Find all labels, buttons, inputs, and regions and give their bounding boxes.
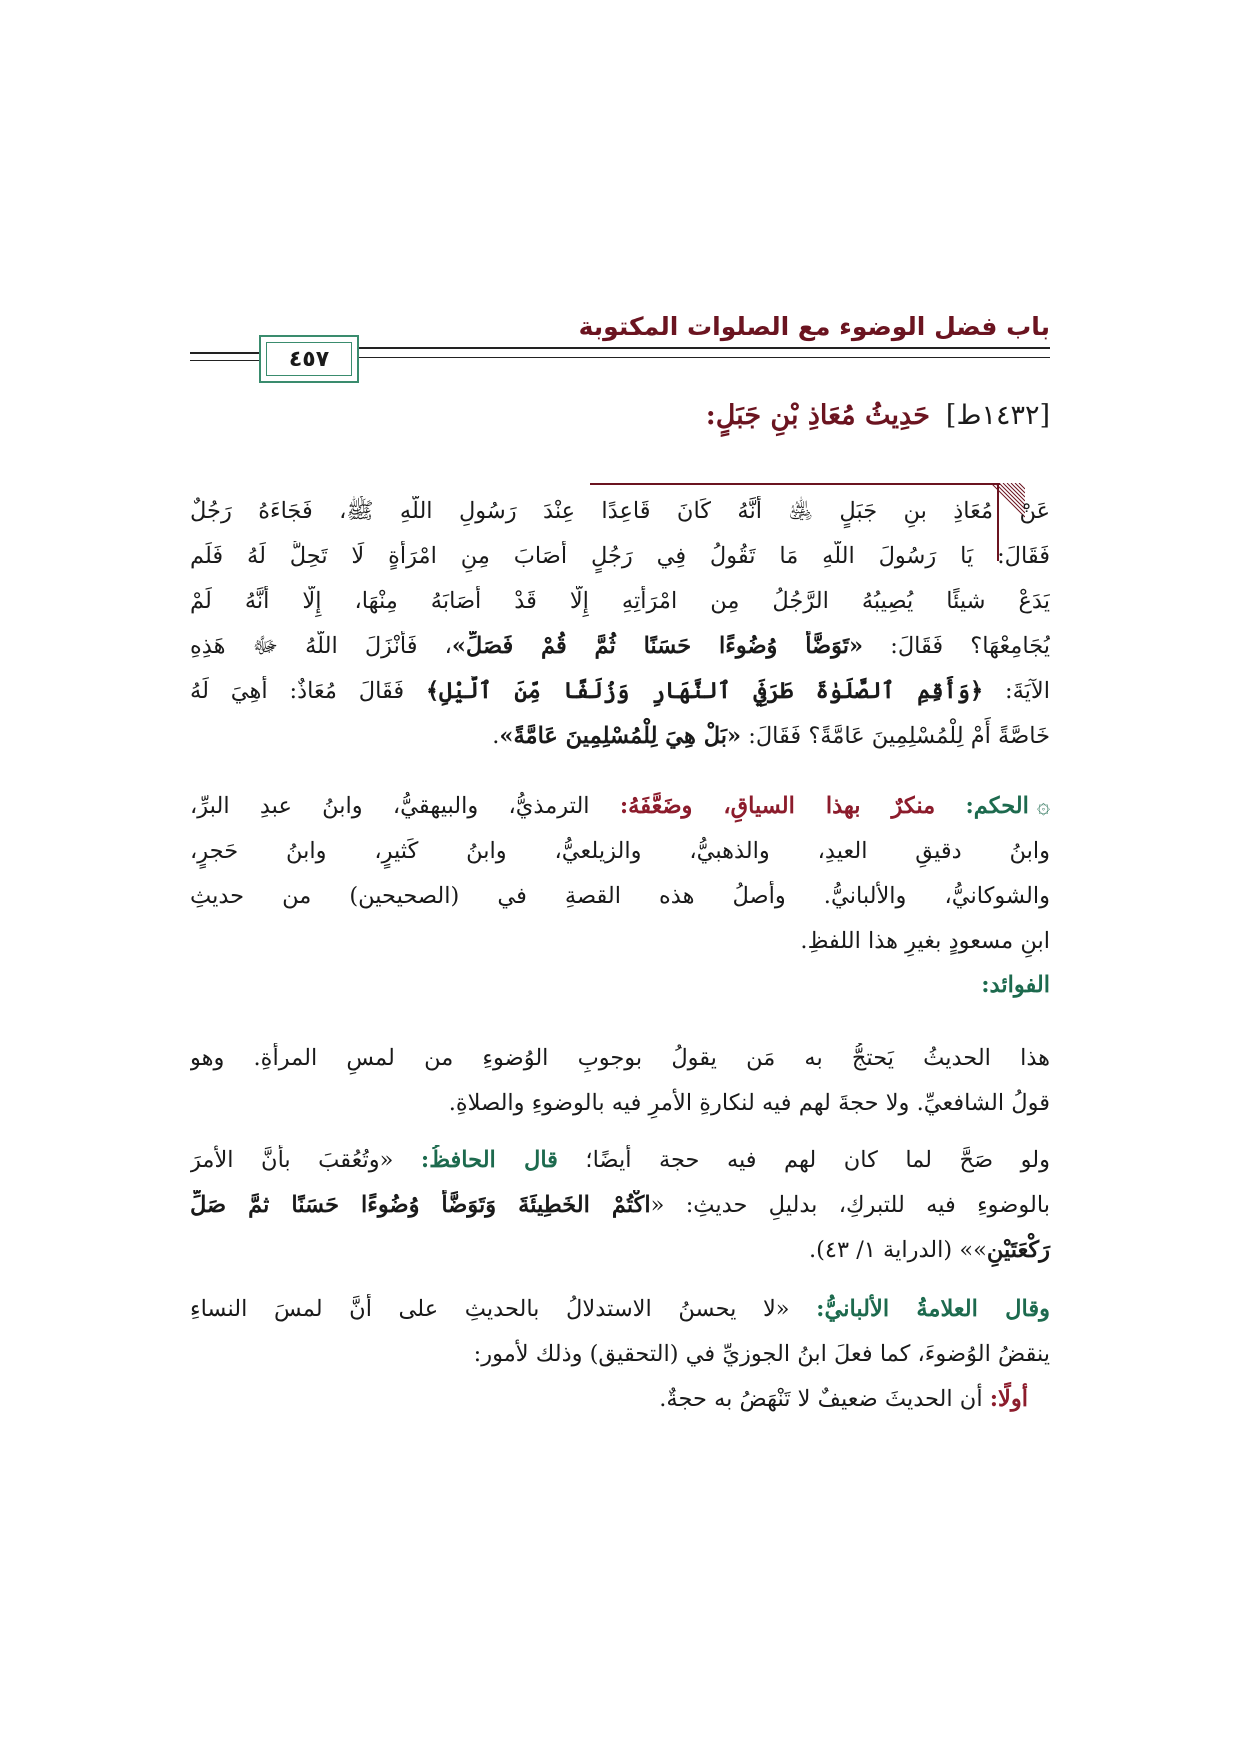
p3-line-1-text: «لا يحسنُ الاستدلالُ بالحديثِ على أنَّ لمسَ النساءِ — [190, 1296, 817, 1322]
benefits-p1-line-2: قولُ الشافعيِّ. ولا حجةَ لهم فيه لنكارةِ الأمرِ فيه بالوضوءِ والصلاةِ. — [448, 1090, 1050, 1116]
quoted-hadith-end: رَكْعَتَيْنِ — [986, 1237, 1050, 1263]
hadith-line-6 — [492, 721, 1050, 751]
hafiz-label: قال الحافظُ: — [420, 1147, 558, 1173]
ruling-line-2: وابنُ دقيقِ العيدِ، والذهبيُّ، والزيلعيُّ، وابنُ كَثيرٍ، وابنُ حَجرٍ، — [190, 838, 1050, 864]
benefits-p3-line-2: ينقضُ الوُضوءَ، كما فعلَ ابنُ الجوزيِّ في (التحقيق) وذلك لأمور: — [473, 1341, 1050, 1367]
quoted-hadith: اكْتُمْ الخَطِيئَةَ وَتَوَضَّأْ وُضُوءًا حَسَنًا ثمَّ صَلِّ — [190, 1192, 651, 1218]
hadith-line-2: فَقَالَ: يَا رَسُولَ اللَّهِ مَا تَقُولُ فِي رَجُلٍ أَصَابَ مِنِ امْرَأَةٍ لَا تَحِلُّ لَهُ فَلَم — [190, 543, 1050, 569]
hadith-line-1: عَنْ مُعَاذِ بنِ جَبَلٍ ﵁ أَنَّهُ كَانَ قَاعِدًا عِنْدَ رَسُولِ اللَّهِ ﷺ، فَجَاءَهُ رَجُلٌ — [190, 498, 1050, 524]
ruling-line-3: والشوكانيُّ، والألبانيُّ. وأصلُ هذه القصةِ في (الصحيحين) من حديثِ — [190, 883, 1050, 909]
first-point-text: أن الحديثَ ضعيفٌ لا تَنْهَضُ به حجةٌ. — [659, 1386, 990, 1412]
page-number-frame — [259, 335, 359, 383]
hadith-line-4-text: يُجَامِعْهَا؟ فَقَالَ: — [863, 633, 1050, 659]
benefits-heading: الفوائد: — [981, 972, 1050, 998]
ruling-label: الحكم: — [965, 793, 1029, 819]
dirayah-reference: »» (الدراية ١/ ٤٣). — [808, 1237, 987, 1263]
header-rule-left-top — [190, 352, 259, 354]
benefits-p2-line-3 — [809, 1235, 1050, 1265]
p2-line-1-text: ولو صَحَّ لما كان لهم فيه حجة أيضًا؛ — [557, 1147, 1050, 1173]
hadith-line-4 — [190, 631, 1050, 665]
header-rule-right-top — [359, 347, 1050, 349]
benefits-p2-line-1 — [190, 1145, 1050, 1179]
albani-label: وقال العلامةُ الألبانيُّ: — [816, 1296, 1050, 1322]
benefits-p1-line-1: هذا الحديثُ يَحتجُّ به مَن يقولُ بوجوبِ الوُضوءِ من لمسِ المرأةِ. وهو — [190, 1045, 1050, 1071]
hadith-frame-top — [590, 483, 1000, 485]
header-rule-right-bottom — [359, 357, 1050, 358]
ornament-icon: ۞ — [1036, 793, 1050, 819]
hadith-title: حَدِيثُ مُعَاذِ بْنِ جَبَلٍ: — [705, 400, 930, 431]
header-rule-left-bottom — [190, 360, 259, 361]
p2-line-2-text: بالوضوءِ فيه للتبركِ، بدليلِ حديثِ: « — [650, 1192, 1050, 1218]
benefits-p3-line-1 — [190, 1294, 1050, 1328]
benefits-p2-line-2 — [190, 1190, 1050, 1224]
ruling-verdict: منكرٌ بهذا السياقِ، وضَعَّفَهُ: — [619, 793, 936, 819]
hadith-heading — [706, 400, 1050, 431]
hadith-line-5 — [190, 676, 1050, 710]
quran-verse: ﴿وَأَقِمِ ٱلصَّلَوٰةَ طَرَفَيِ ٱلنَّهَارِ وَزُلَفًا مِّنَ ٱلَّيْلِ﴾ — [425, 678, 984, 704]
hadith-line-6-text: خَاصَّةً أَمْ لِلْمُسْلِمِينَ عَامَّةً؟ فَقَالَ: — [741, 723, 1050, 749]
prophet-answer-quote: «بَلْ هِيَ لِلْمُسْلِمِينَ عَامَّةً» — [499, 723, 742, 749]
first-point-label: أولًا: — [989, 1386, 1028, 1412]
hadith-line-3: يَدَعْ شيئًا يُصِيبُهُ الرَّجُلُ مِن امْرَأَتِهِ إِلَّا قَدْ أَصَابَهُ مِنْهَا، إِلَّا أَنَّهُ لَمْ — [190, 588, 1050, 614]
benefits-p3-line-3 — [659, 1384, 1028, 1414]
prophet-command-quote: «تَوَضَّأْ وُضُوءًا حَسَنًا ثُمَّ قُمْ فَصَلِّ» — [451, 633, 864, 659]
ruling-line-1 — [190, 791, 1050, 825]
hadith-line-5-end: فَقَالَ مُعَاذٌ: أَهِيَ لَهُ — [190, 678, 426, 704]
ruling-line-1-text: الترمذيُّ، والبيهقيُّ، وابنُ عبدِ البرِّ، — [190, 793, 620, 819]
hadith-line-6-end: . — [492, 723, 500, 749]
p2-line-1-end: «وتُعُقبَ بأنَّ الأمرَ — [190, 1147, 421, 1173]
hadith-line-5-text: الآيَةَ: — [983, 678, 1050, 704]
ruling-line-4: ابنِ مسعودٍ بغيرِ هذا اللفظِ. — [800, 928, 1050, 954]
page-number: ٤٥٧ — [288, 346, 330, 372]
running-header-title: باب فضل الوضوء مع الصلوات المكتوبة — [578, 312, 1050, 341]
hadith-line-4-end: ، فَأَنْزَلَ اللَّهُ ﷻ هَذِهِ — [190, 633, 452, 659]
hadith-number: [١٤٣٢ط] — [945, 400, 1050, 431]
